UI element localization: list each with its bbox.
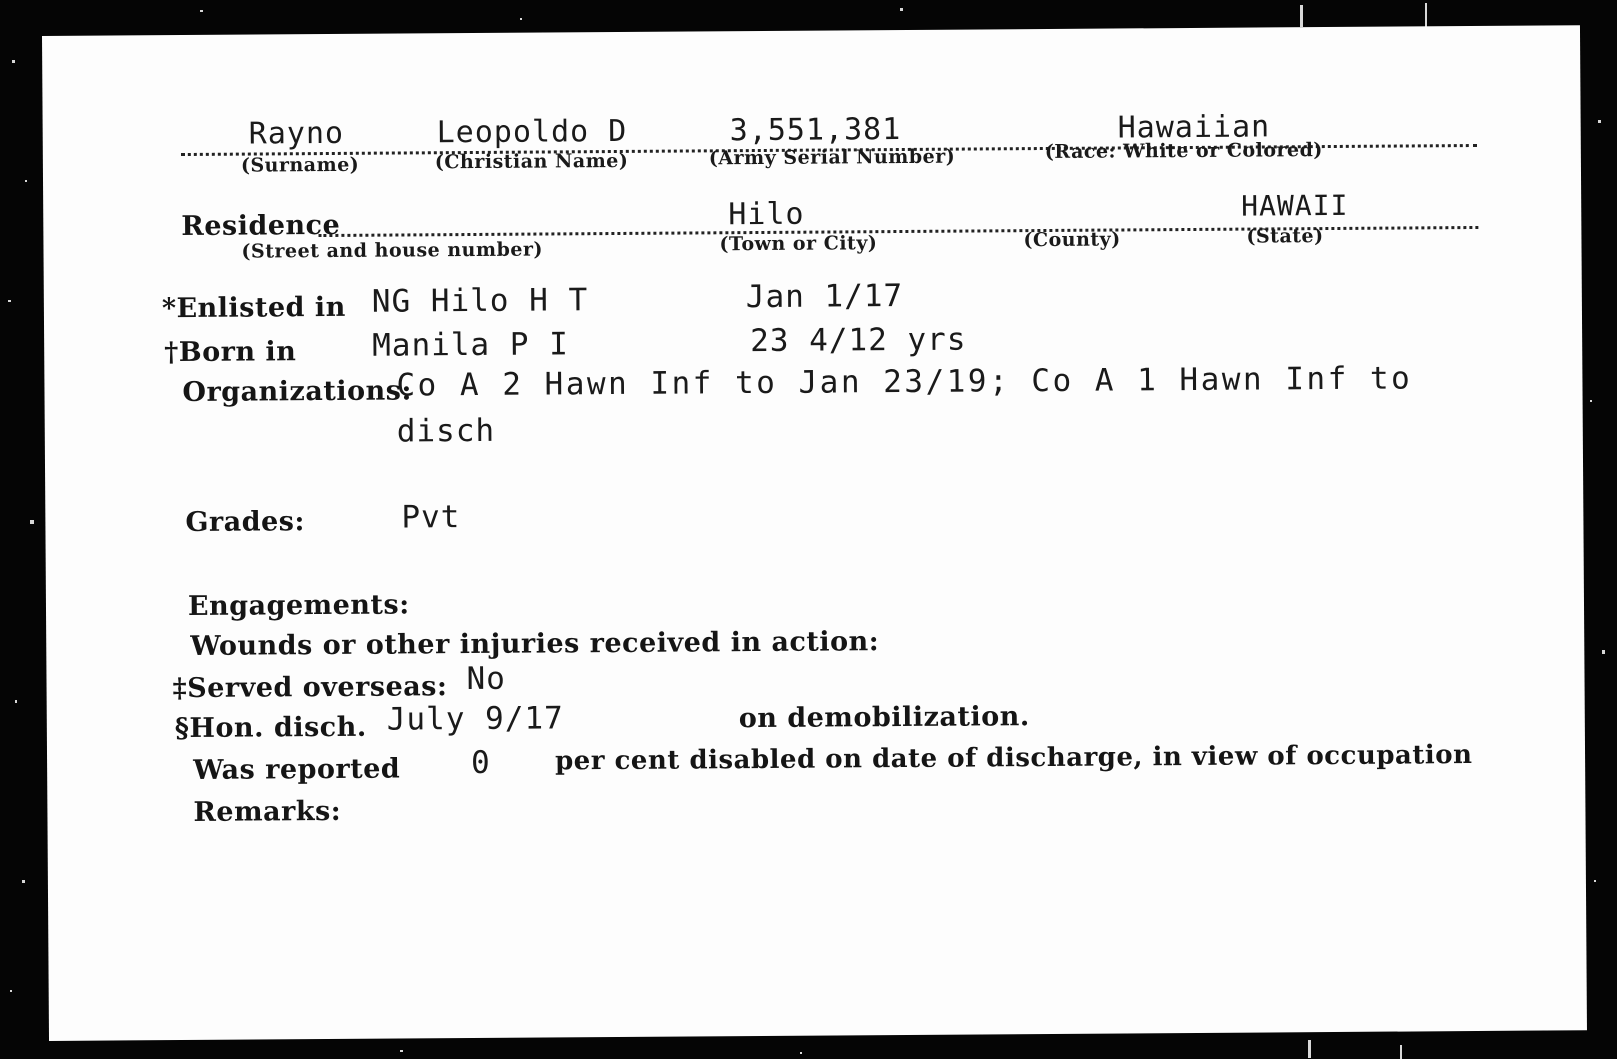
grades-value: Pvt [401,499,461,536]
enlisted-label: *Enlisted in [161,291,346,325]
discharge-suffix: on demobilization. [738,701,1030,735]
engagements-label: Engagements: [187,589,410,622]
organizations-label: Organizations: [182,375,412,409]
christian-name-value: Leopoldo D [436,113,628,151]
born-place-value: Manila P I [372,326,569,364]
enlisted-place-value: NG Hilo H T [371,282,589,320]
town-caption: (Town or City) [719,232,878,256]
overseas-value: No [466,660,506,698]
remarks-label: Remarks: [193,795,342,828]
grades-label: Grades: [185,506,306,539]
overseas-label: ‡Served overseas: [172,671,448,705]
disability-value: 0 [470,744,491,782]
discharge-label: §Hon. disch. [174,711,367,745]
serial-number-value: 3,551,381 [729,112,902,149]
service-record-card [42,25,1587,1041]
disability-label: Was reported [193,753,401,786]
organizations-line-2: disch [396,412,496,450]
residence-state-value: HAWAII [1241,188,1349,223]
state-caption: (State) [1246,225,1324,248]
residence-town-value: Hilo [728,196,805,233]
born-label: †Born in [164,336,297,369]
surname-value: Rayno [248,115,345,152]
wounds-label: Wounds or other injuries received in action: [190,626,880,662]
race-value: Hawaiian [1117,109,1271,146]
born-age-value: 23 4/12 yrs [750,321,967,360]
surname-caption: (Surname) [240,153,360,177]
discharge-date-value: July 9/17 [386,700,564,738]
residence-label: Residence [181,209,341,243]
organizations-line-1: Co A 2 Hawn Inf to Jan 23/19; Co A 1 Hawn Inf to [396,360,1413,404]
christian-name-caption: (Christian Name) [434,149,629,174]
race-caption: (Race: White or Colored) [1044,139,1323,164]
disability-suffix: per cent disabled on date of discharge, in view of occupation [554,740,1473,777]
county-caption: (County) [1023,228,1121,252]
street-caption: (Street and house number) [241,238,543,263]
enlisted-date-value: Jan 1/17 [745,277,904,316]
serial-number-caption: (Army Serial Number) [708,145,956,170]
